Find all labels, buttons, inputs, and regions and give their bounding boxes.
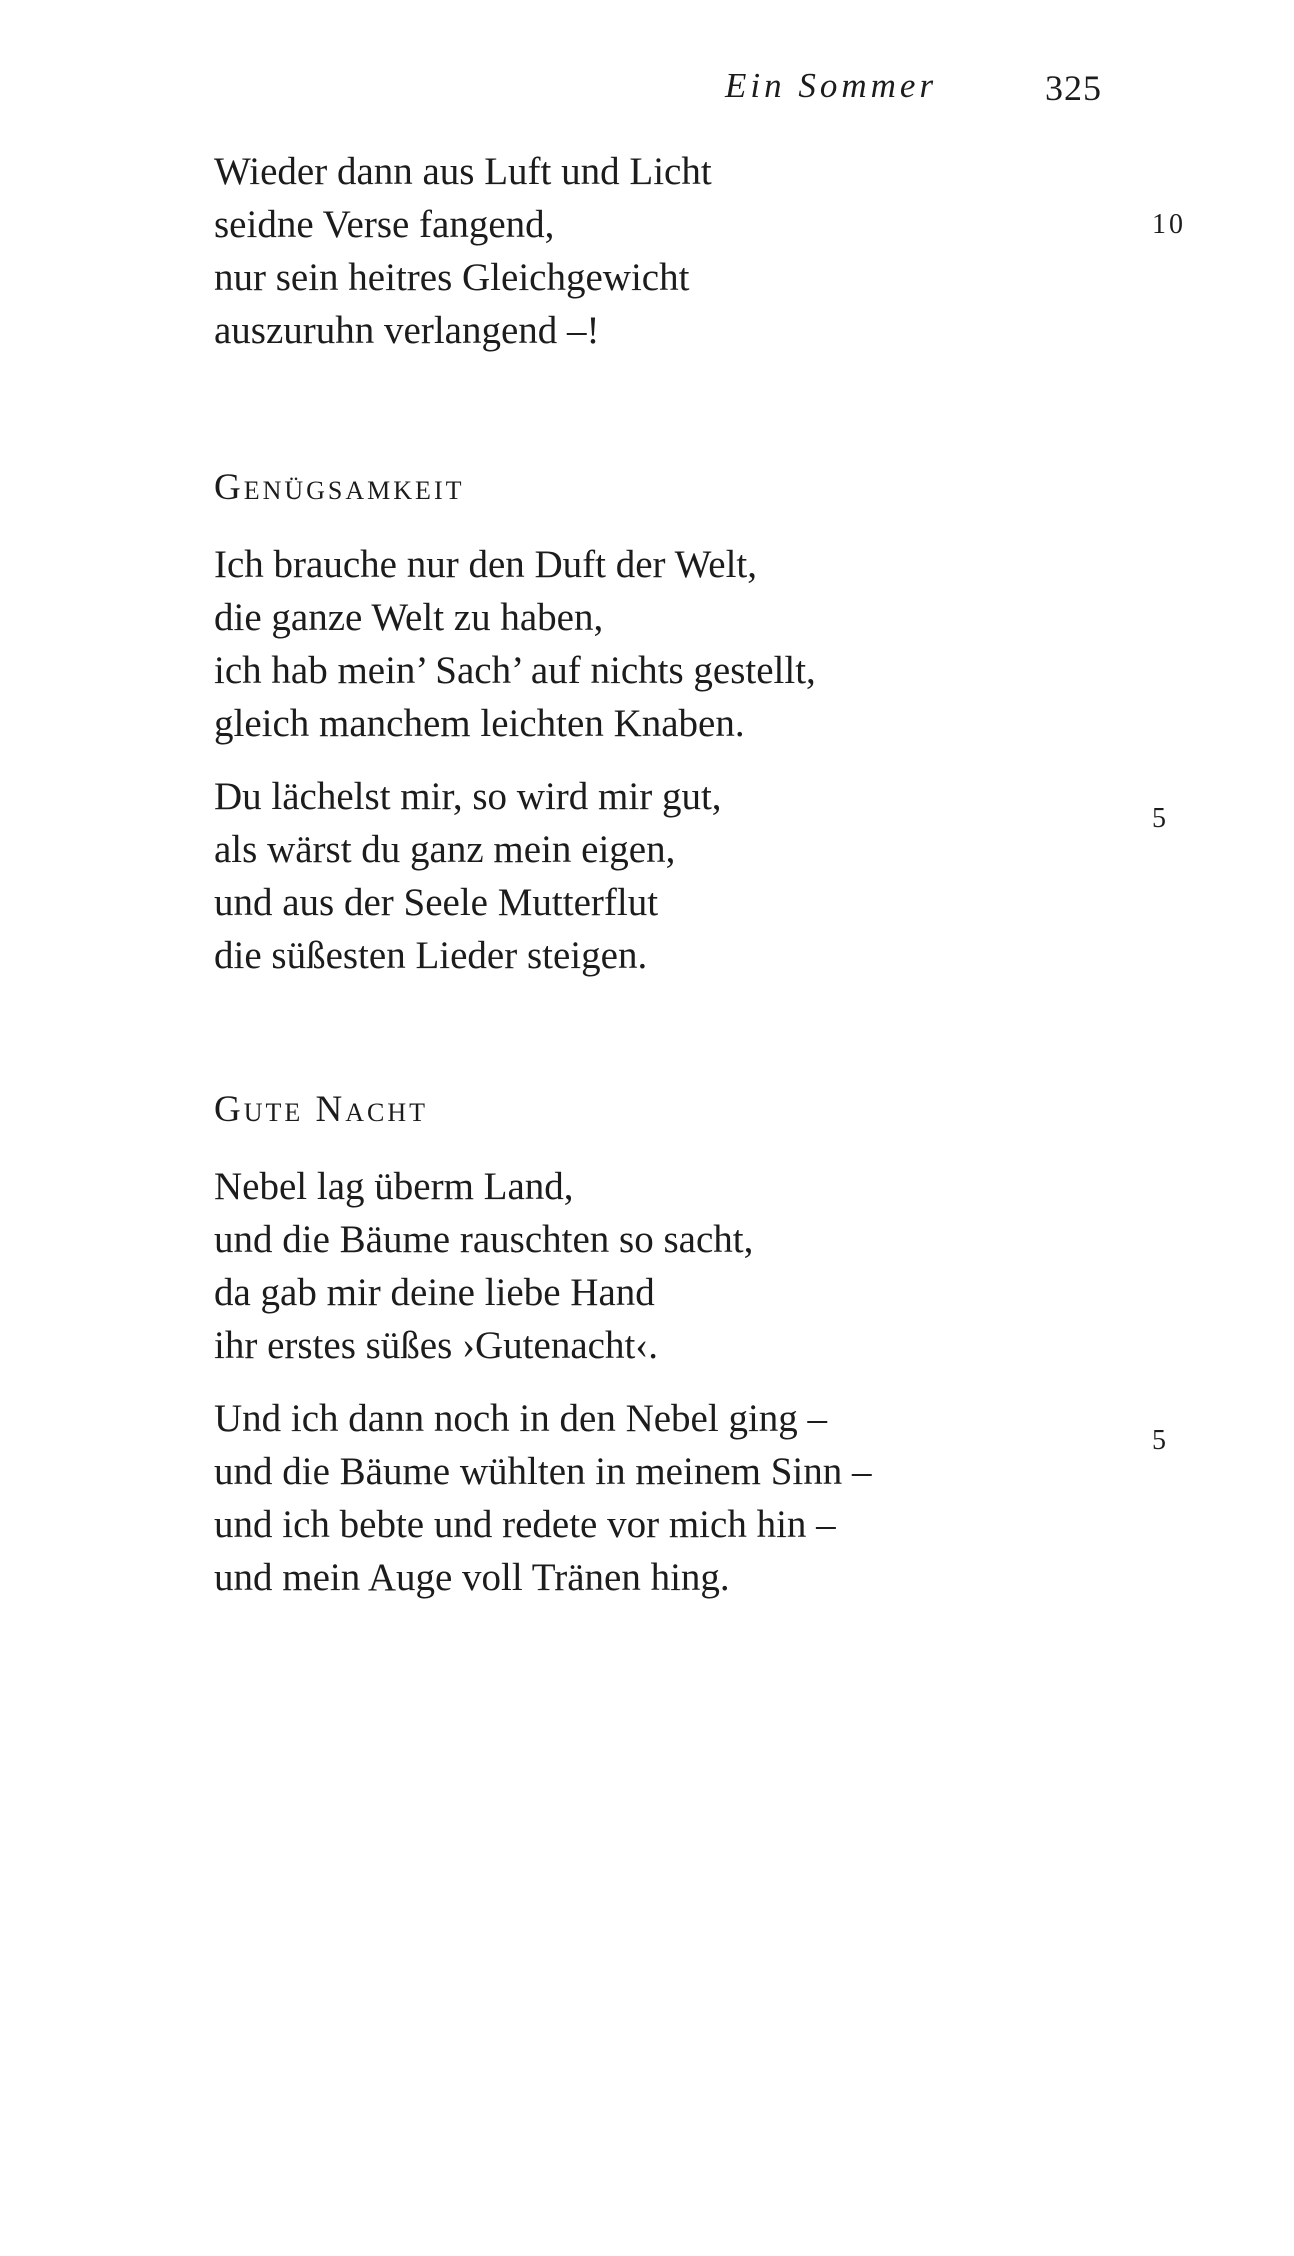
verse-line: Und ich dann noch in den Nebel ging – xyxy=(214,1397,828,1440)
verse-line: als wärst du ganz mein eigen, xyxy=(214,828,676,871)
poem-gute-nacht xyxy=(214,1088,872,1604)
verse-line: ich hab mein’ Sach’ auf nichts gestellt, xyxy=(214,649,816,692)
verse-line: ihr erstes süßes ›Gutenacht‹. xyxy=(214,1324,659,1367)
verse-line: Du lächelst mir, so wird mir gut, xyxy=(214,775,722,818)
verse-line: Wieder dann aus Luft und Licht xyxy=(214,150,712,193)
stanza xyxy=(214,1392,872,1604)
verse-line: nur sein heitres Gleichgewicht xyxy=(214,256,690,299)
line-number: 5 xyxy=(1152,1425,1169,1456)
verse-line: Ich brauche nur den Duft der Welt, xyxy=(214,543,758,586)
verse-line: die ganze Welt zu haben, xyxy=(214,596,604,639)
verse-line: da gab mir deine liebe Hand xyxy=(214,1271,655,1314)
verse-line: und die Bäume wühlten in meinem Sinn – xyxy=(214,1450,872,1493)
verse-line: und aus der Seele Mutterflut xyxy=(214,881,659,924)
verse-line: und ich bebte und redete vor mich hin – xyxy=(214,1503,836,1546)
verse-line: seidne Verse fangend, xyxy=(214,203,555,246)
verse-line: die süßesten Lieder steigen. xyxy=(214,934,648,977)
poem-continuation xyxy=(214,145,712,357)
running-head xyxy=(0,66,1294,126)
verse-line: gleich manchem leichten Knaben. xyxy=(214,702,745,745)
poem-title: Genügsamkeit xyxy=(214,467,465,508)
running-title: Ein Sommer xyxy=(725,66,938,105)
poem-title: Gute Nacht xyxy=(214,1089,429,1130)
line-number: 5 xyxy=(1152,803,1169,834)
line-number: 10 xyxy=(1152,209,1186,240)
stanza xyxy=(214,1160,872,1372)
page-number: 325 xyxy=(1045,68,1102,108)
verse-line: Nebel lag überm Land, xyxy=(214,1165,574,1208)
stanza xyxy=(214,770,816,982)
stanza xyxy=(214,538,816,750)
verse-line: auszuruhn verlangend –! xyxy=(214,309,600,352)
poem-genuegsamkeit xyxy=(214,466,816,982)
verse-line: und mein Auge voll Tränen hing. xyxy=(214,1556,730,1599)
verse-line: und die Bäume rauschten so sacht, xyxy=(214,1218,754,1261)
